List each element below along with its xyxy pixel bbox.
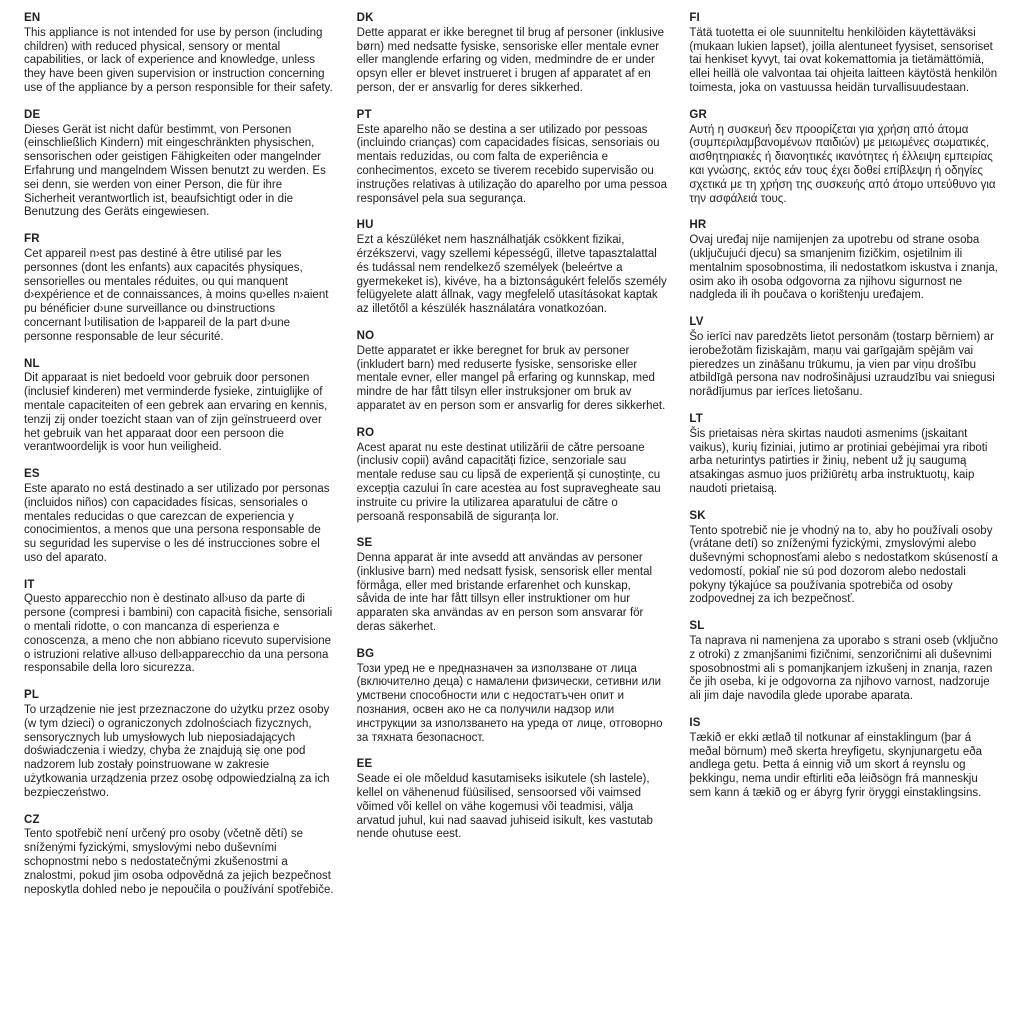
lang-code-sl: SL	[689, 620, 705, 633]
lang-text-lt: Šis prietaisas nėra skirtas naudoti asmenims (įskaitant vaikus), kurių fiziniai, jutimo ar protiniai gebėjimai yra riboti arba neturintys patirties ir žinių, nebent už jų saugumą atsakingas asmuo juos prižiūrėtų arba instruktuotų, kaip naudoti prietaisą.	[689, 427, 988, 495]
section-ee	[357, 758, 668, 842]
section-en	[24, 12, 335, 96]
lang-text-ro: Acest aparat nu este destinat utilizării de către persoane (inclusiv copii) având capacități fizice, senzoriale sau mentale reduse sau cu lipsă de experiență și cunoștințe, cu excepția cazului în care acestea au fost supravegheate sau instruite cu privire la utilizarea aparatului de către o persoană responsabilă de siguranța lor.	[356, 441, 661, 523]
lang-text-fr: Cet appareil n›est pas destiné à être utilisé par les personnes (dont les enfants) aux capacités physiques, sensorielles ou mentales réduites, ou qui manquent d›expérience et de connaissances, à moins qu›elles n›aient pu bénéficier d›une surveillance ou d›instructions concernant l›utilisation de l›appareil de la part d›une personne responsable de leur sécurité.	[24, 247, 329, 343]
lang-code-cz: CZ	[24, 813, 40, 826]
lang-code-no: NO	[356, 329, 375, 342]
lang-text-pt: Este aparelho não se destina a ser utilizado por pessoas (incluindo crianças) com capacidades físicas, sensoriais ou mentais reduzidas, ou com falta de experiência e conhecimentos, exceto se tiverem recebido supervisão ou instruções relativas à utilização do aparelho por uma pessoa responsável pela sua segurança.	[356, 123, 668, 205]
section-it	[24, 579, 335, 677]
lang-text-lv: Šo ierīci nav paredzēts lietot personām (tostarp bērniem) ar ierobežotām fiziskajām, maņu vai garīgajām spējām vai pieredzes un zināšanu trūkumu, ja vien par viņu drošību atbildīgā persona nav nodrošinājusi uzraudzību vai sniegusi norādījumus par ierīces lietošanu.	[689, 330, 995, 399]
lang-text-es: Este aparato no está destinado a ser utilizado por personas (incluidos niños) con capacidades físicas, sensoriales o mentales reducidas o que carezcan de experiencia y conocimientos, a menos que una persona responsable de su seguridad les supervise o les dé instrucciones sobre el uso del aparato.	[24, 482, 330, 564]
lang-text-dk: Dette apparat er ikke beregnet til brug af personer (inklusive børn) med nedsatte fysiske, sensoriske eller mentale evner eller manglende erfaring og viden, medmindre de er under opsyn eller er blevet instrueret i brugen af apparatet af en person, der er ansvarlig for deres sikkerhed.	[356, 26, 665, 94]
lang-code-bg: BG	[356, 647, 375, 660]
column-3	[689, 12, 1000, 1024]
section-bg	[357, 648, 668, 746]
lang-code-ee: EE	[356, 758, 373, 771]
section-es	[24, 468, 335, 566]
lang-text-it: Questo apparecchio non è destinato all›uso da parte di persone (compresi i bambini) con capacità fisiche, sensoriali o mentali ridotte, o con mancanza di esperienza e conoscenza, a meno che non abbiano ricevuto supervisione o istruzioni relative all›uso dell›apparecchio da una persona responsabile della loro sicurezza.	[24, 593, 333, 675]
lang-code-de: DE	[24, 108, 41, 121]
lang-code-gr: GR	[689, 108, 707, 121]
lang-code-ro: RO	[356, 426, 375, 439]
lang-text-gr: Αυτή η συσκευή δεν προορίζεται για χρήση από άτομα (συμπεριλαμβανομένων παιδιών) με μειωμένες σωματικές, αισθητηριακές ή διανοητικές ικανότητες ή έλλειψη εμπειρίας και γνώσης, εκτός εάν τους έχει δοθεί επίβλεψη ή οδηγίες σχετικά με τη χρήση της συσκευής από άτομο υπεύθυνο για την ασφάλειά τους.	[689, 123, 996, 205]
lang-code-en: EN	[24, 12, 41, 24]
lang-text-de: Dieses Gerät ist nicht dafür bestimmt, von Personen (einschließlich Kindern) mit eingeschränkten physischen, sensorischen oder geistigen Fähigkeiten oder mangelnder Erfahrung und mangelndem Wissen benutzt zu werden. Es sei denn, sie werden von einer Person, die für ihre Sicherheit verantwortlich ist, beaufsichtigt oder in die Benutzung des Geräts eingewiesen.	[24, 123, 326, 219]
lang-text-en: This appliance is not intended for use by person (including children) with reduced physical, sensory or mental capabilities, or lack of experience and knowledge, unless they have been given supervision or instruction concerning use of the appliance by a person responsible for their safety.	[24, 26, 333, 94]
section-dk	[357, 12, 668, 96]
section-hr	[689, 219, 1000, 303]
section-fr	[24, 233, 335, 344]
lang-code-pl: PL	[24, 689, 40, 702]
section-lv	[689, 316, 1000, 400]
lang-text-cz: Tento spotřebič není určený pro osoby (včetně dětí) se sníženými fyzickými, smyslovými nebo duševními schopnostmi nebo s nedostatečnými zkušenostmi a znalostmi, pokud jim osoba odpovědná za jejich bezpečnost neposkytla dohled nebo je nepoučila o používání spotřebiče.	[24, 828, 334, 896]
lang-code-fr: FR	[24, 233, 40, 246]
section-de	[24, 109, 335, 220]
section-ro	[357, 427, 668, 525]
lang-text-fi: Tätä tuotetta ei ole suunniteltu henkilöiden käytettäväksi (mukaan lukien lapset), joilla alentuneet fyysiset, sensoriset tai henkiset kyvyt, tai ovat kokemattomia ja tietämättömiä, ellei heillä ole valvontaa tai ohjeita laitteen käytöstä henkilön toimesta, joka on vastuussa heidän turvallisuudestaan.	[689, 26, 998, 94]
section-sl	[689, 620, 1000, 704]
lang-text-nl: Dit apparaat is niet bedoeld voor gebruik door personen (inclusief kinderen) met verminderde fysieke, zintuiglijke of mentale capaciteiten of een gebrek aan ervaring en kennis, tenzij zij onder toezicht staan van of zijn geïnstrueerd over het gebruik van het apparaat door een persoon die verantwoordelijk is voor hun veiligheid.	[24, 372, 328, 454]
lang-text-hu: Ezt a készüléket nem használhatják csökkent fizikai, érzékszervi, vagy szellemi képességű, illetve tapasztalattal és tudással nem rendelkező személyek (beleértve a gyermekeket is), kivéve, ha a biztonságukért felelős személy felügyelete alatt állnak, vagy megfelelő utasításokat kaptak az illetőtől a készülék használatára vonatkozóan.	[356, 234, 667, 316]
column-2	[357, 12, 668, 1024]
lang-code-lv: LV	[689, 316, 704, 329]
section-cz	[24, 814, 335, 898]
lang-code-es: ES	[24, 468, 40, 481]
lang-code-pt: PT	[356, 108, 372, 121]
section-fi	[689, 12, 1000, 96]
lang-text-ee: Seade ei ole mõeldud kasutamiseks isikutele (sh lastele), kellel on vähenenud füüsilised, sensoorsed või vaimsed võimed või kellel on vähe kogemusi või teadmisi, välja arvatud juhul, kui nad saavad juhiseid isikult, kes vastutab nende ohutuse eest.	[356, 773, 653, 841]
lang-text-sl: Ta naprava ni namenjena za uporabo s strani oseb (vključno z otroki) z zmanjšanimi fizičnimi, senzoričnimi ali duševnimi sposobnostmi ali s pomanjkanjem izkušenj in znanja, razen če jih oseba, ki je odgovorna za njihovo varnost, nadzoruje ali jim daje navodila glede uporabe aparata.	[689, 635, 998, 703]
lang-code-it: IT	[24, 578, 35, 591]
section-hu	[357, 219, 668, 317]
lang-code-hu: HU	[356, 219, 374, 232]
section-se	[357, 537, 668, 635]
section-gr	[689, 109, 1000, 207]
lang-text-bg: Този уред не е предназначен за използване от лица (включително деца) с намалени физически, сетивни или умствени способности или с недостатъчен опит и познания, освен ако не са получили надзор или инструкции за използването на уреда от лице, отговорно за тяхната безопасност.	[356, 662, 663, 744]
lang-text-sk: Tento spotrebič nie je vhodný na to, aby ho používali osoby (vrátane detí) so zníženými fyzickými, zmyslovými alebo duševnými schopnosťami alebo s nedostatkom skúseností a vedomostí, pokiaľ nie sú pod dozorom alebo nedostali pokyny týkajúce sa používania spotrebiča od osoby zodpovednej za ich bezpečnosť.	[689, 524, 998, 606]
section-pl	[24, 689, 335, 800]
lang-text-se: Denna apparat är inte avsedd att användas av personer (inklusive barn) med nedsatt fysisk, sensorisk eller mental förmåga, eller med bristande erfarenhet och kunskap, såvida de inte har fått tillsyn eller instruktioner om hur apparaten ska användas av en person som ansvarar för deras säkerhet.	[356, 552, 653, 634]
section-is	[689, 717, 1000, 801]
section-lt	[689, 413, 1000, 497]
lang-text-is: Tækið er ekki ætlað til notkunar af einstaklingum (þar á meðal börnum) með skerta hreyfigetu, skynjunargetu eða andlega getu. Þetta á einnig við um skort á reynslu og þekkingu, nema undir eftirliti eða leiðsögn frá manneskju sem kann á tækið og er ábyrg fyrir öryggi einstaklingsins.	[689, 731, 983, 800]
lang-code-dk: DK	[356, 12, 374, 24]
lang-text-hr: Ovaj uređaj nije namijenjen za upotrebu od strane osoba (uključujući djecu) sa smanjenim fizičkim, osjetilnim ili mentalnim sposobnostima, ili nedostatkom iskustva i znanja, osim ako ih osoba odgovorna za njihovu sigurnost ne nadgleda ili ih poučava o korištenju uređajem.	[689, 234, 998, 302]
lang-text-pl: To urządzenie nie jest przeznaczone do użytku przez osoby (w tym dzieci) o ograniczonych zdolnościach fizycznych, sensorycznych lub umysłowych lub nieposiadających doświadczenia i wiedzy, chyba że znajdują się one pod nadzorem lub zostały poinstruowane w zakresie użytkowania urządzenia przez osobę odpowiedzialną za ich bezpieczeństwo.	[24, 704, 330, 799]
column-1	[24, 12, 335, 1024]
lang-code-is: IS	[689, 717, 701, 730]
section-no	[357, 330, 668, 414]
lang-text-no: Dette apparatet er ikke beregnet for bruk av personer (inkludert barn) med reduserte fysiske, sensoriske eller mentale evner, eller mangel på erfaring og kunnskap, med mindre de har fått tilsyn eller instruksjoner om bruk av apparatet av en person som er ansvarlig for deres sikkerhet.	[356, 344, 666, 412]
lang-code-hr: HR	[689, 219, 707, 232]
lang-code-se: SE	[356, 537, 373, 550]
section-pt	[357, 109, 668, 207]
section-sk	[689, 510, 1000, 608]
lang-code-fi: FI	[689, 12, 700, 24]
lang-code-sk: SK	[689, 509, 706, 522]
lang-code-nl: NL	[24, 357, 40, 370]
section-nl	[24, 358, 335, 456]
lang-code-lt: LT	[689, 412, 703, 425]
